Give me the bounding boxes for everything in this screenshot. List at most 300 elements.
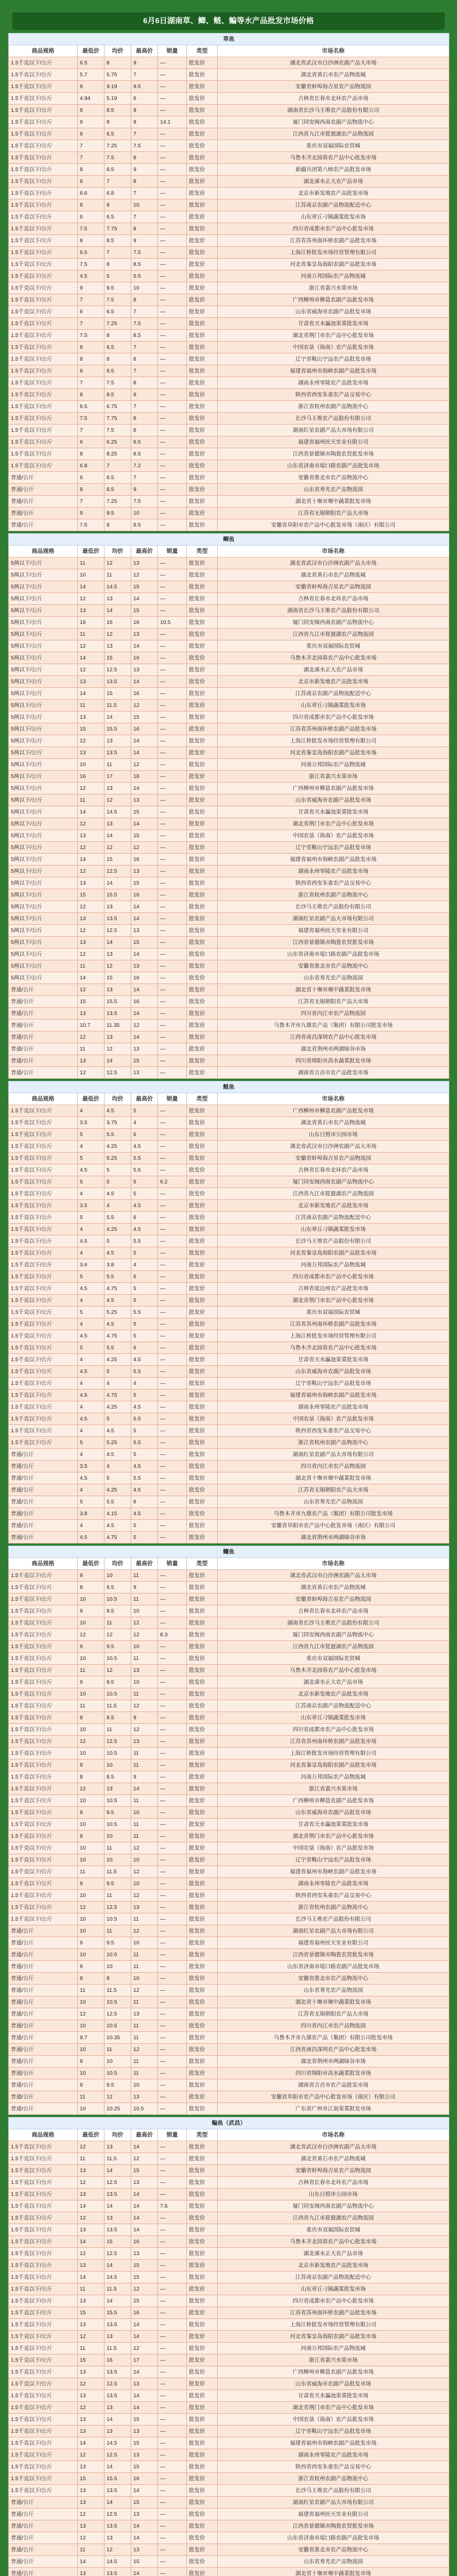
table-row (9, 889, 449, 901)
high-price-cell: 14 (131, 2568, 158, 2576)
high-price-cell: 4.5 (131, 1508, 158, 1520)
volume-cell: — (158, 830, 187, 842)
low-price-cell: 10 (78, 1913, 104, 1925)
price-type-cell: 批发价 (187, 1866, 218, 1878)
section-header-row (9, 33, 449, 45)
table-row (9, 211, 449, 223)
market-name-cell: 山东省寿光农产品物流园 (218, 2556, 449, 2568)
price-type-cell: 批发价 (187, 1949, 218, 1961)
low-price-cell: 9 (78, 81, 104, 93)
market-name-cell: 江西省景德镇市陶瓷农贸批发市场 (218, 937, 449, 948)
low-price-cell: 12 (78, 1902, 104, 1913)
high-price-cell: 9 (131, 1771, 158, 1783)
market-name-cell: 湖北省黄石市农产品物流城 (218, 1117, 449, 1129)
high-price-cell: 7.2 (131, 460, 158, 472)
table-row (9, 2497, 449, 2509)
price-type-cell: 批发价 (187, 2283, 218, 2295)
market-name-cell: 湖北省武汉市白沙洲农副产品大市场 (218, 557, 449, 569)
high-price-cell: 9.5 (131, 81, 158, 93)
low-price-cell: 5 (78, 1129, 104, 1141)
low-price-cell: 13 (78, 1055, 104, 1067)
price-type-cell: 批发价 (187, 1200, 218, 1212)
market-name-cell: 四川省内江市农产品物流园 (218, 1008, 449, 1020)
price-type-cell: 批发价 (187, 747, 218, 759)
header-low-price: 最低价 (78, 1093, 104, 1105)
market-name-cell: 湖北省荆门市农产品中心批发市场 (218, 1831, 449, 1842)
volume-cell: — (158, 306, 187, 318)
table-row (9, 2283, 449, 2295)
low-price-cell: 4 (78, 1378, 104, 1389)
price-type-cell: 批发价 (187, 1819, 218, 1831)
market-name-cell: 江苏南京农副产品物流配送中心 (218, 688, 449, 700)
table-row (9, 1389, 449, 1401)
spec-cell: 1.5千克以下/公斤 (9, 1831, 78, 1842)
high-price-cell: 16 (131, 723, 158, 735)
market-name-cell: 浙江省嘉兴水果市场 (218, 2354, 449, 2366)
spec-cell: 1.5千克以下/公斤 (9, 152, 78, 164)
table-row (9, 1724, 449, 1736)
market-name-cell: 四川省成都市农产品中心批发市场 (218, 223, 449, 235)
table-row (9, 960, 449, 972)
high-price-cell: 14 (131, 818, 158, 830)
volume-cell: — (158, 2091, 187, 2103)
low-price-cell: 14 (78, 854, 104, 866)
market-name-cell: 四川省成都市农产品中心批发市场 (218, 1724, 449, 1736)
spec-cell: 1.5千克以下/公斤 (9, 2200, 78, 2212)
spec-cell: 1.5千克以下/公斤 (9, 235, 78, 247)
volume-cell: — (158, 2568, 187, 2576)
avg-price-cell: 14 (104, 937, 131, 948)
volume-cell: — (158, 377, 187, 389)
volume-cell: — (158, 425, 187, 436)
market-name-cell: 河南万邦国际农产品物流城 (218, 270, 449, 282)
table-row (9, 1176, 449, 1188)
avg-price-cell: 10.5 (104, 1795, 131, 1807)
avg-price-cell: 12.5 (104, 2248, 131, 2260)
market-name-cell: 吉林省长春市北环农产品市场 (218, 2177, 449, 2189)
market-name-cell: 湖北浠水正大农产品市场 (218, 1676, 449, 1688)
avg-price-cell: 15.5 (104, 2473, 131, 2485)
high-price-cell: 15 (131, 2260, 158, 2272)
avg-price-cell: 4.5 (104, 1318, 131, 1330)
table-row (9, 771, 449, 783)
market-name-cell: 福建省福州市海峡农副产品批发市场 (218, 1866, 449, 1878)
low-price-cell: 13 (78, 2295, 104, 2307)
low-price-cell: 6 (78, 342, 104, 353)
market-name-cell: 江苏省无锡朝阳农产品大市场 (218, 507, 449, 519)
market-name-cell: 上海江桥批发市场经营管理有限公司 (218, 1330, 449, 1342)
spec-cell: 1.5千克以下/公斤 (9, 1570, 78, 1582)
avg-price-cell: 13.5 (104, 2390, 131, 2402)
market-name-cell: 河北省秦皇岛海阳农副产品批发市场 (218, 2331, 449, 2343)
spec-cell: 1.5千克以下/公斤 (9, 140, 78, 152)
price-type-cell: 批发价 (187, 2091, 218, 2103)
spec-cell: 1.5千克以下/公斤 (9, 1307, 78, 1318)
volume-cell: — (158, 247, 187, 259)
avg-price-cell: 12 (104, 842, 131, 854)
low-price-cell: 12 (78, 783, 104, 794)
price-type-cell: 批发价 (187, 93, 218, 105)
avg-price-cell: 4.75 (104, 1532, 131, 1544)
volume-cell: — (158, 960, 187, 972)
price-type-cell: 批发价 (187, 1008, 218, 1020)
market-name-cell: 重庆市双福国际农贸城 (218, 640, 449, 652)
volume-cell: — (158, 2402, 187, 2414)
market-name-cell: 福建省福州民天实业有限公司 (218, 925, 449, 937)
price-type-cell: 批发价 (187, 199, 218, 211)
low-price-cell: 6 (78, 211, 104, 223)
avg-price-cell: 4 (104, 1200, 131, 1212)
table-row (9, 1496, 449, 1508)
market-name-cell: 安徽省阜阳市农产品中心批发市场（南区）有限公司 (218, 1520, 449, 1532)
price-type-cell: 批发价 (187, 1105, 218, 1117)
price-type-cell: 批发价 (187, 365, 218, 377)
low-price-cell: 4 (78, 1354, 104, 1366)
price-type-cell: 批发价 (187, 1795, 218, 1807)
low-price-cell: 12 (78, 842, 104, 854)
market-name-cell: 福建省福州市海峡农副产品批发市场 (218, 854, 449, 866)
market-name-cell: 吉林省长春市北环农产品市场 (218, 593, 449, 605)
volume-cell: — (158, 794, 187, 806)
high-price-cell: 12 (131, 1700, 158, 1712)
table-row (9, 2260, 449, 2272)
spec-cell: 1.5千克以下/公斤 (9, 2236, 78, 2248)
table-row (9, 1688, 449, 1700)
spec-cell: 普通/公斤 (9, 2497, 78, 2509)
spec-cell: 1.5千克以下/公斤 (9, 1878, 78, 1890)
low-price-cell: 11 (78, 1985, 104, 1996)
high-price-cell: 11 (131, 1653, 158, 1665)
spec-cell: 普通/公斤 (9, 1508, 78, 1520)
market-name-cell: 甘肃省天水瀛池果菜批发市场 (218, 2390, 449, 2402)
price-type-cell: 批发价 (187, 557, 218, 569)
table-row (9, 425, 449, 436)
spec-cell: 1.5千克以下/公斤 (9, 2343, 78, 2354)
market-name-cell: 河南万邦国际农产品物流城 (218, 759, 449, 771)
market-name-cell: 乌鲁木齐北园春农产品中心批发市场 (218, 1665, 449, 1676)
section-title: 鳙鱼 (9, 1546, 449, 1558)
low-price-cell: 8 (78, 1973, 104, 1985)
market-name-cell: 湖南永州零陵农产品批发市场 (218, 1401, 449, 1413)
market-name-cell: 河北省秦皇岛海阳农副产品批发市场 (218, 1247, 449, 1259)
volume-cell: — (158, 1520, 187, 1532)
avg-price-cell: 9.5 (104, 1641, 131, 1653)
market-name-cell: 山东省寿光农产品物流园 (218, 484, 449, 496)
price-type-cell: 批发价 (187, 2556, 218, 2568)
table-row (9, 2544, 449, 2556)
high-price-cell: 8.5 (131, 259, 158, 270)
avg-price-cell: 12 (104, 794, 131, 806)
volume-cell: — (158, 2272, 187, 2283)
high-price-cell: 11 (131, 1831, 158, 1842)
spec-cell: 1.5千克以下/公斤 (9, 2165, 78, 2177)
low-price-cell: 12 (78, 2331, 104, 2343)
spec-cell: 1.5千克以下/公斤 (9, 1212, 78, 1224)
high-price-cell: 14 (131, 2366, 158, 2378)
volume-cell: — (158, 1259, 187, 1271)
spec-cell: 1.5千克以下/公斤 (9, 1795, 78, 1807)
price-type-cell: 批发价 (187, 2103, 218, 2115)
volume-cell: — (158, 996, 187, 1008)
table-row (9, 57, 449, 69)
high-price-cell: 7 (131, 69, 158, 81)
price-type-cell: 批发价 (187, 1890, 218, 1902)
market-name-cell: 长沙马王堆农产品股份有限公司 (218, 2485, 449, 2497)
spec-cell: 1.5千克以下/公斤 (9, 1629, 78, 1641)
header-high-price: 最高价 (131, 45, 158, 57)
high-price-cell: 14 (131, 640, 158, 652)
price-type-cell: 批发价 (187, 818, 218, 830)
high-price-cell: 14 (131, 1783, 158, 1795)
price-type-cell: 批发价 (187, 1902, 218, 1913)
high-price-cell: 9 (131, 389, 158, 401)
price-type-cell: 批发价 (187, 854, 218, 866)
price-type-cell: 批发价 (187, 81, 218, 93)
volume-cell: — (158, 2331, 187, 2343)
price-type-cell: 批发价 (187, 2020, 218, 2032)
market-name-cell: 中国农垦（海南）农产品批发市场 (218, 830, 449, 842)
price-type-cell: 批发价 (187, 640, 218, 652)
market-name-cell: 江西省南昌深圳农产品中心批发市场 (218, 1031, 449, 1043)
low-price-cell: 13 (78, 2461, 104, 2473)
table-row (9, 711, 449, 723)
avg-price-cell: 17 (104, 771, 131, 783)
volume-cell: — (158, 2283, 187, 2295)
avg-price-cell: 13 (104, 2532, 131, 2544)
avg-price-cell: 5.25 (104, 1307, 131, 1318)
table-row (9, 140, 449, 152)
table-row (9, 2378, 449, 2390)
table-row (9, 472, 449, 484)
avg-price-cell: 13.5 (104, 2319, 131, 2331)
price-type-cell: 批发价 (187, 948, 218, 960)
volume-cell: — (158, 1878, 187, 1890)
avg-price-cell: 5.5 (104, 1212, 131, 1224)
spec-cell: 普通/公斤 (9, 2520, 78, 2532)
low-price-cell: 5.7 (78, 69, 104, 81)
high-price-cell: 14 (131, 2331, 158, 2343)
price-type-cell: 批发价 (187, 2236, 218, 2248)
high-price-cell: 14 (131, 2224, 158, 2236)
avg-price-cell: 15 (104, 2236, 131, 2248)
avg-price-cell: 12.5 (104, 925, 131, 937)
market-name-cell: 山东章丘刁镇蔬菜批发市场 (218, 1712, 449, 1724)
high-price-cell: 15 (131, 877, 158, 889)
volume-cell: — (158, 436, 187, 448)
high-price-cell: 13 (131, 2177, 158, 2189)
price-type-cell: 批发价 (187, 270, 218, 282)
volume-cell: — (158, 1831, 187, 1842)
table-row (9, 2532, 449, 2544)
low-price-cell: 5 (78, 1271, 104, 1283)
price-type-cell: 批发价 (187, 128, 218, 140)
price-type-cell: 批发价 (187, 188, 218, 199)
low-price-cell: 11 (78, 794, 104, 806)
spec-cell: 1.5千克以下/公斤 (9, 436, 78, 448)
header-market-name: 市场名称 (218, 45, 449, 57)
high-price-cell: 13 (131, 629, 158, 640)
volume-cell: — (158, 1055, 187, 1067)
low-price-cell: 10 (78, 1688, 104, 1700)
market-name-cell: 安徽省淮北市农产品物流中心 (218, 472, 449, 484)
spec-cell: 1.5千克以下/公斤 (9, 1437, 78, 1449)
volume-cell: — (158, 629, 187, 640)
price-type-cell: 批发价 (187, 1164, 218, 1176)
price-type-cell: 批发价 (187, 1176, 218, 1188)
high-price-cell: 13 (131, 2544, 158, 2556)
market-name-cell: 湖北省荆门市农产品中心批发市场 (218, 1295, 449, 1307)
high-price-cell: 7 (131, 365, 158, 377)
market-name-cell: 中国农垦（海南）农产品批发市场 (218, 1842, 449, 1854)
market-name-cell: 陕西省西安朱雀农产品交易中心 (218, 1425, 449, 1437)
spec-cell: 1.5千克以下/公斤 (9, 1807, 78, 1819)
avg-price-cell: 10.5 (104, 1594, 131, 1605)
market-name-cell: 湖北省十堰市堰中蔬菜批发市场 (218, 2568, 449, 2576)
price-type-cell: 批发价 (187, 1985, 218, 1996)
spec-cell: 普通/公斤 (9, 1067, 78, 1079)
low-price-cell: 14 (78, 2200, 104, 2212)
low-price-cell: 15 (78, 2473, 104, 2485)
price-type-cell: 批发价 (187, 1235, 218, 1247)
table-row (9, 1961, 449, 1973)
high-price-cell: 14 (131, 2532, 158, 2544)
avg-price-cell: 12.5 (104, 1067, 131, 1079)
low-price-cell: 12 (78, 2141, 104, 2153)
price-type-cell: 批发价 (187, 735, 218, 747)
spec-cell: 5两以下/公斤 (9, 700, 78, 711)
price-type-cell: 批发价 (187, 1247, 218, 1259)
table-row (9, 747, 449, 759)
volume-cell: — (158, 2354, 187, 2366)
volume-cell: — (158, 2532, 187, 2544)
market-name-cell: 湖南红星农副产品大市场有限公司 (218, 425, 449, 436)
high-price-cell: 16 (131, 2307, 158, 2319)
avg-price-cell: 4.5 (104, 1247, 131, 1259)
high-price-cell: 9 (131, 164, 158, 176)
market-name-cell: 湖南红星农副产品大市场有限公司 (218, 1925, 449, 1937)
low-price-cell: 13 (78, 2260, 104, 2272)
price-type-cell: 批发价 (187, 2044, 218, 2056)
volume-cell: — (158, 1961, 187, 1973)
high-price-cell: 12 (131, 759, 158, 771)
price-type-cell: 批发价 (187, 1330, 218, 1342)
volume-cell: — (158, 1020, 187, 1031)
volume-cell: — (158, 972, 187, 984)
high-price-cell: 5 (131, 1318, 158, 1330)
table-row (9, 389, 449, 401)
market-name-cell: 江西省九江市琵琶湖农产品物流园 (218, 629, 449, 640)
low-price-cell: 13 (78, 2366, 104, 2378)
high-price-cell: 14 (131, 735, 158, 747)
market-name-cell: 陕西省西安朱雀农产品交易中心 (218, 389, 449, 401)
low-price-cell: 13 (78, 2520, 104, 2532)
avg-price-cell: 8.5 (104, 1582, 131, 1594)
price-type-cell: 批发价 (187, 569, 218, 581)
price-type-cell: 批发价 (187, 1842, 218, 1854)
table-row (9, 2189, 449, 2200)
table-row (9, 1508, 449, 1520)
low-price-cell: 6 (78, 365, 104, 377)
spec-cell: 1.5千克以下/公斤 (9, 1247, 78, 1259)
spec-cell: 1.5千克以下/公斤 (9, 2283, 78, 2295)
avg-price-cell: 8.5 (104, 105, 131, 116)
table-row (9, 1653, 449, 1665)
market-name-cell: 浙江省杭州农副产品物流中心 (218, 401, 449, 413)
low-price-cell: 15 (78, 2307, 104, 2319)
table-row (9, 1665, 449, 1676)
market-name-cell: 湖北省荆门市农产品中心批发市场 (218, 330, 449, 342)
high-price-cell: 12 (131, 2153, 158, 2165)
avg-price-cell: 13 (104, 735, 131, 747)
volume-cell: — (158, 1484, 187, 1496)
price-type-cell: 批发价 (187, 842, 218, 854)
price-table-body (9, 33, 449, 2576)
high-price-cell: 12 (131, 1617, 158, 1629)
high-price-cell: 11 (131, 2032, 158, 2044)
volume-cell: — (158, 1973, 187, 1985)
volume-cell: — (158, 1164, 187, 1176)
low-price-cell: 14 (78, 688, 104, 700)
spec-cell: 1.5千克以下/公斤 (9, 2141, 78, 2153)
avg-price-cell: 7.5 (104, 152, 131, 164)
avg-price-cell: 4 (104, 1461, 131, 1472)
low-price-cell: 15 (78, 996, 104, 1008)
market-name-cell: 山东省济南市堤口路农副产品批发市场 (218, 2532, 449, 2544)
spec-cell: 1.5千克以下/公斤 (9, 413, 78, 425)
price-type-cell: 批发价 (187, 1665, 218, 1676)
high-price-cell: 9 (131, 1712, 158, 1724)
table-row (9, 401, 449, 413)
high-price-cell: 4.5 (131, 1484, 158, 1496)
spec-cell: 1.5千克以下/公斤 (9, 1641, 78, 1653)
price-type-cell: 批发价 (187, 2200, 218, 2212)
volume-cell: — (158, 413, 187, 425)
volume-cell: — (158, 1582, 187, 1594)
volume-cell: — (158, 1665, 187, 1676)
spec-cell: 5两以下/公斤 (9, 605, 78, 617)
spec-cell: 普通/公斤 (9, 2020, 78, 2032)
avg-price-cell: 11 (104, 1842, 131, 1854)
avg-price-cell: 8 (104, 57, 131, 69)
spec-cell: 1.5千克以下/公斤 (9, 1413, 78, 1425)
price-type-cell: 批发价 (187, 877, 218, 889)
market-name-cell: 四川省内江市农产品物流园 (218, 2020, 449, 2032)
high-price-cell: 15 (131, 2556, 158, 2568)
volume-cell: — (158, 735, 187, 747)
price-type-cell: 批发价 (187, 2224, 218, 2236)
low-price-cell: 13 (78, 2426, 104, 2437)
table-row (9, 484, 449, 496)
avg-price-cell: 4.25 (104, 1224, 131, 1235)
header-low-price: 最低价 (78, 45, 104, 57)
avg-price-cell: 5 (104, 1176, 131, 1188)
avg-price-cell: 7.75 (104, 223, 131, 235)
section-header-row (9, 2117, 449, 2129)
avg-price-cell: 16 (104, 2354, 131, 2366)
avg-price-cell: 8.5 (104, 235, 131, 247)
volume-cell: — (158, 235, 187, 247)
low-price-cell: 4.94 (78, 93, 104, 105)
table-row (9, 984, 449, 996)
header-volume: 销量 (158, 2129, 187, 2141)
header-low-price: 最低价 (78, 1558, 104, 1570)
price-type-cell: 批发价 (187, 937, 218, 948)
table-row (9, 164, 449, 176)
volume-cell: — (158, 1700, 187, 1712)
table-row (9, 377, 449, 389)
table-row (9, 1008, 449, 1020)
high-price-cell: 5.5 (131, 1153, 158, 1164)
